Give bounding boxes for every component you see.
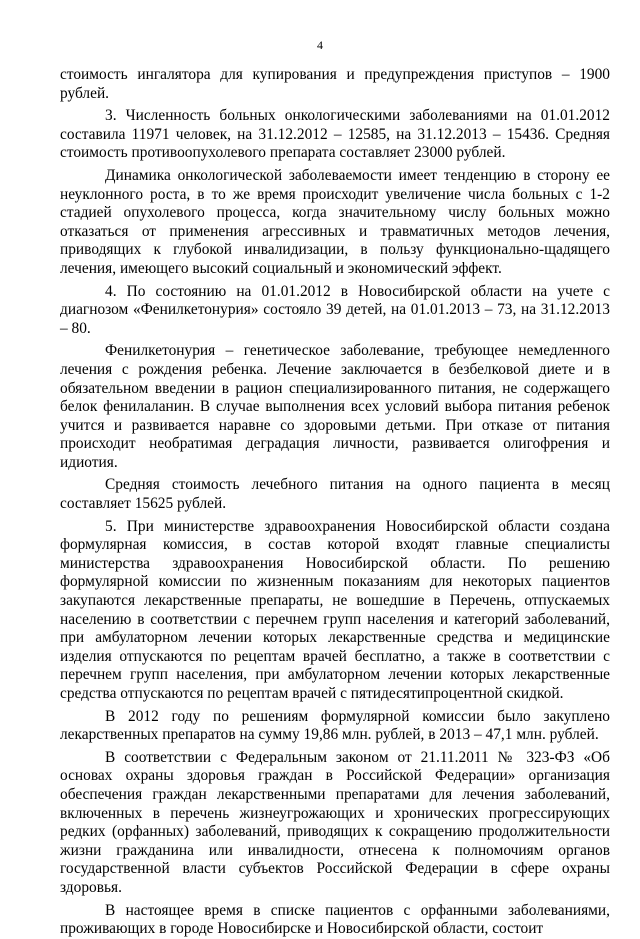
paragraph-purchases: В 2012 году по решениям формулярной комиссии было закуплено лекарственных препаратов на сумму 19,86 млн. рублей, в 2013 – 47,1 млн. рублей.	[60, 707, 610, 744]
paragraph-formulary-commission: 5. При министерстве здравоохранения Новосибирской области создана формулярная комиссия, в состав которой входят главные специалисты министерства здравоохранения Новосибирской области. По решению формулярной комиссии по жизненным показаниям для некоторых пациентов закупаются лекарственные препараты, не вошедшие в Перечень, отпускаемых населению в соответствии с перечнем групп населения и категорий заболеваний, при амбулаторном лечении которых лекарственные средства и медицинские изделия отпускаются по рецептам врачей бесплатно, а также в соответствии с перечнем групп населения, при амбулаторном лечении которых лекарственные средства отпускаются по рецептам врачей с пятидесятипроцентной скидкой.	[60, 517, 610, 702]
paragraph-continuation: стоимость ингалятора для купирования и предупреждения приступов – 1900 рублей.	[60, 66, 610, 102]
paragraph-orphan-patients: В настоящее время в списке пациентов с орфанными заболеваниями, проживающих в городе Новосибирске и Новосибирской области, состоит	[60, 901, 610, 938]
paragraph-oncology-count: 3. Численность больных онкологическими заболеваниями на 01.01.2012 составила 11971 человек, на 31.12.2012 – 12585, на 31.12.2013 – 15436. Средняя стоимость противоопухолевого препарата составляет 23000 рублей.	[60, 107, 610, 162]
paragraph-phenylketonuria-count: 4. По состоянию на 01.01.2012 в Новосибирской области на учете с диагнозом «Фенилкетонурия» состояло 39 детей, на 01.01.2013 – 73, на 31.12.2013 – 80.	[60, 282, 610, 337]
document-body	[60, 66, 610, 939]
paragraph-federal-law: В соответствии с Федеральным законом от 21.11.2011 № 323-ФЗ «Об основах охраны здоровья граждан в Российской Федерации» организация обеспечения граждан лекарственными препаратами для лечения заболеваний, включенных в перечень жизнеугрожающих и хронических прогрессирующих редких (орфанных) заболеваний, приводящих к сокращению продолжительности жизни гражданина или инвалидности, отнесена к полномочиям органов государственной власти субъектов Российской Федерации в сфере охраны здоровья.	[60, 748, 610, 896]
paragraph-phenylketonuria-description: Фенилкетонурия – генетическое заболевание, требующее немедленного лечения с рождения ребенка. Лечение заключается в безбелковой диете и в обязательном введении в рацион специализированного питания, не содержащего белок фенилаланин. В случае выполнения всех условий выбора питания ребенок учится и развивается наравне со здоровыми детьми. При отказе от питания происходит необратимая деградация личности, развивается олигофрения и идиотия.	[60, 342, 610, 471]
paragraph-oncology-dynamics: Динамика онкологической заболеваемости имеет тенденцию в сторону ее неуклонного роста, в то же время происходит увеличение числа больных с 1-2 стадией опухолевого процесса, когда значительному числу больных можно отказаться от применения агрессивных и травматичных методов лечения, приводящих к глубокой инвалидизации, в пользу функционально-щадящего лечения, имеющего высокий социальный и экономический эффект.	[60, 166, 610, 277]
page-number: 4	[317, 38, 323, 52]
paragraph-nutrition-cost: Средняя стоимость лечебного питания на одного пациента в месяц составляет 15625 рублей.	[60, 476, 610, 513]
